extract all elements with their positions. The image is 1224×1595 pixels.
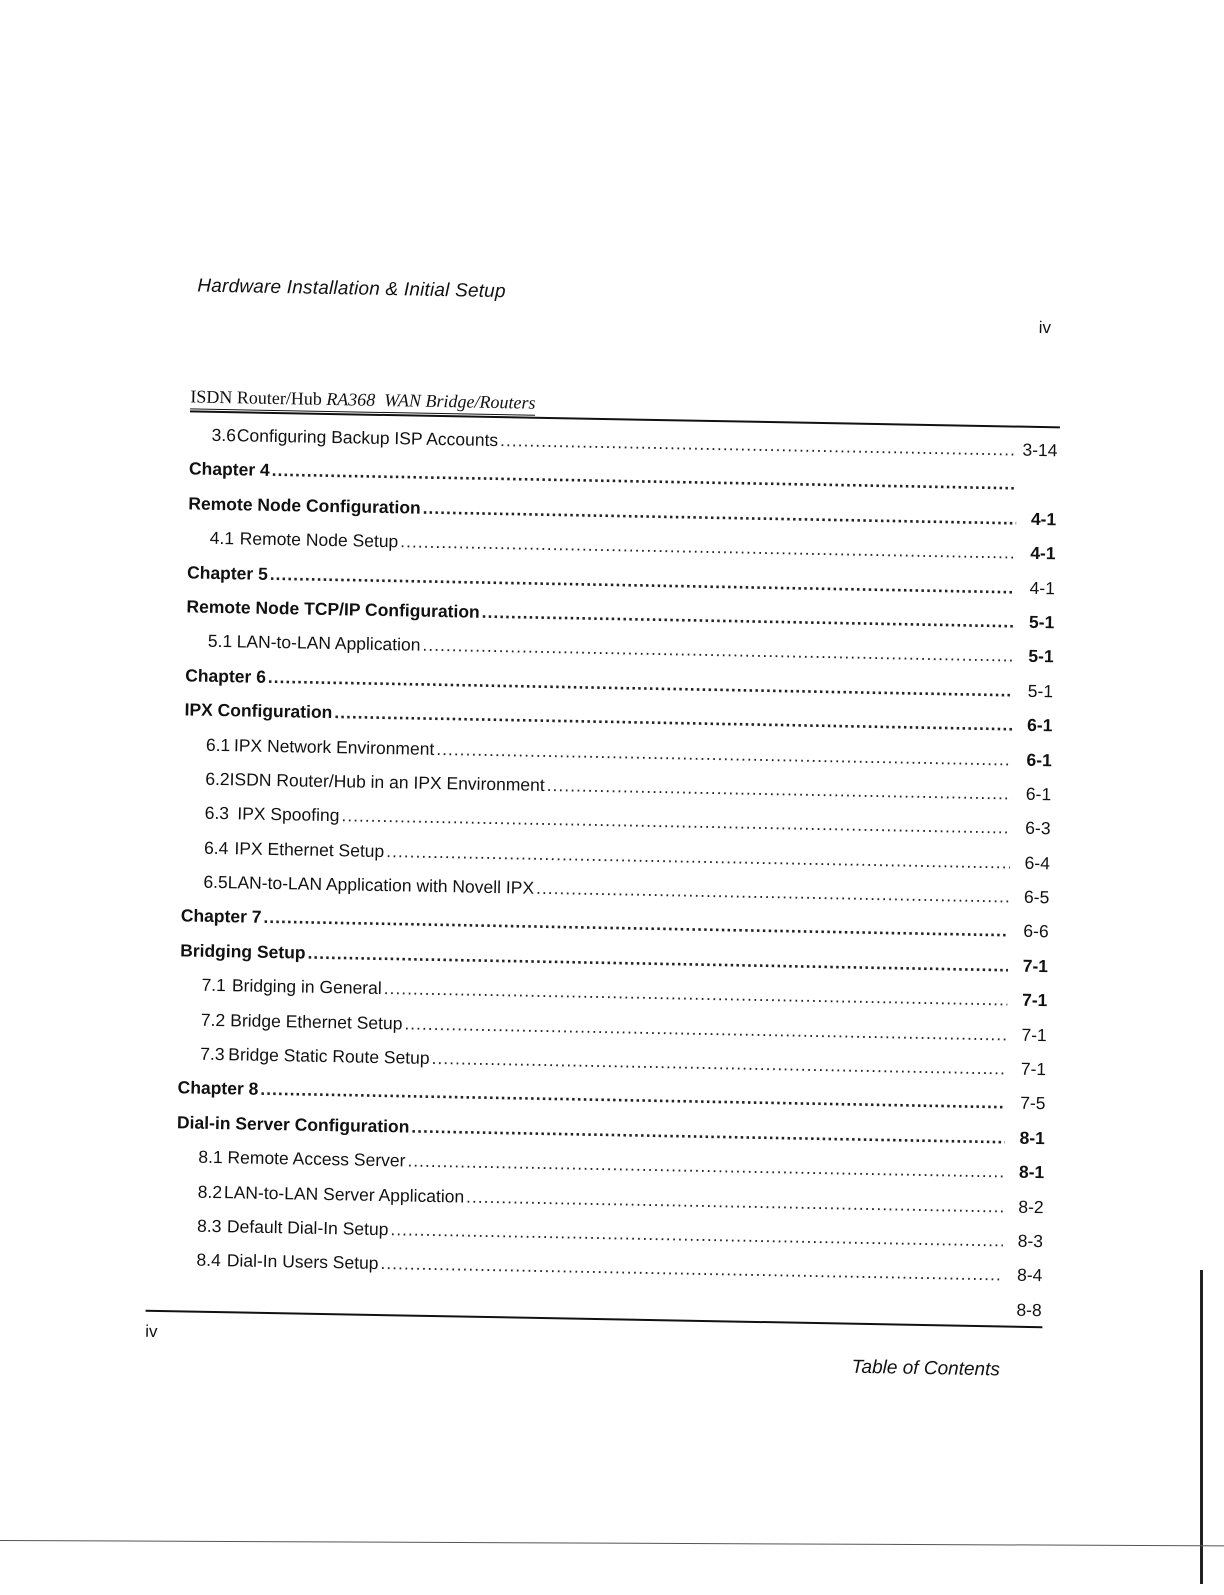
toc-entry-title: IPX Configuration xyxy=(184,699,333,723)
toc-entry-page: 8-1 xyxy=(1019,1127,1046,1149)
toc-entry-number: 8.3 xyxy=(196,1215,222,1237)
toc-entry-page: 7-1 xyxy=(1020,1058,1047,1080)
toc-entry-number: 6.1 xyxy=(205,734,231,755)
toc-entry-title: Chapter 6 xyxy=(185,665,267,687)
toc-entry-page xyxy=(1019,490,1057,491)
toc-entry-title: Configuring Backup ISP Accounts xyxy=(236,425,499,451)
toc-entry-page: 6-1 xyxy=(1026,749,1052,770)
toc-entry-page: 5-1 xyxy=(1028,611,1055,633)
toc-entry-page: 6-5 xyxy=(1023,886,1050,908)
toc-entry-number: 6.2 xyxy=(205,768,230,790)
toc-entry-page: 6-6 xyxy=(1023,921,1049,942)
toc-entry-number: 7.2 xyxy=(200,1009,226,1030)
scan-edge-mark xyxy=(1200,1270,1203,1584)
toc-entry-title: Chapter 5 xyxy=(186,561,268,584)
toc-entry-title: Chapter 4 xyxy=(188,458,270,481)
page-number-top: iv xyxy=(1038,317,1052,338)
toc-entry-number: 7.1 xyxy=(201,974,227,996)
toc-entry-number: 8.4 xyxy=(196,1250,222,1271)
toc-entry-title: Bridging in General xyxy=(231,975,382,999)
toc-entry-page: 7-1 xyxy=(1022,955,1049,977)
toc-entry-page: 4-1 xyxy=(1030,508,1057,530)
toc-entry-number: 3.6 xyxy=(211,424,237,446)
toc-entry-title: IPX Ethernet Setup xyxy=(234,837,385,861)
toc-entry-title: Dial-In Users Setup xyxy=(226,1250,379,1274)
toc-entry-title: Remote Access Server xyxy=(227,1147,406,1171)
toc-entry-page: 8-2 xyxy=(1018,1196,1044,1217)
toc-entry-title: Bridge Ethernet Setup xyxy=(230,1009,403,1034)
toc-entry-title: IPX Network Environment xyxy=(233,734,435,759)
toc-entry-number: 7.3 xyxy=(200,1043,225,1065)
header-model: RA368 xyxy=(326,388,376,410)
toc-entry-title: Chapter 8 xyxy=(177,1077,259,1100)
toc-entry-title: Chapter 7 xyxy=(180,905,262,928)
toc-entry-page: 8-3 xyxy=(1017,1230,1044,1252)
header-subtitle: WAN Bridge/Routers xyxy=(384,389,536,413)
toc-entry-title: ISDN Router/Hub in an IPX Environment xyxy=(229,769,545,795)
toc-entry-page: 6-3 xyxy=(1025,818,1051,839)
toc-entry-page: 7-5 xyxy=(1020,1093,1046,1114)
toc-entry-title: Remote Node Configuration xyxy=(188,493,421,518)
toc-entry-number: 6.3 xyxy=(204,803,230,824)
toc-entry-page: 7-1 xyxy=(1021,1024,1047,1045)
toc-entry-page: 6-1 xyxy=(1026,714,1053,736)
toc-entry-number: 6.4 xyxy=(203,837,229,858)
toc-entry-page: 8-4 xyxy=(1016,1265,1043,1286)
toc-entry-title: Default Dial-In Setup xyxy=(226,1216,389,1240)
toc-entry-number: 5.1 xyxy=(207,631,233,652)
footer-section-title: Table of Contents xyxy=(851,1356,1001,1381)
toc-entry-number: 6.5 xyxy=(203,871,228,893)
toc-entry-page: 4-1 xyxy=(1029,577,1056,598)
toc-entry-title: IPX Spoofing xyxy=(237,803,340,826)
toc-entry-title: LAN-to-LAN Server Application xyxy=(223,1181,465,1207)
footer-page-number: iv xyxy=(145,1321,158,1341)
toc-entry-title: Remote Node TCP/IP Configuration xyxy=(186,596,480,622)
toc-entry-number: 4.1 xyxy=(209,527,235,549)
toc-entry-title: Dial-in Server Configuration xyxy=(176,1112,410,1137)
toc-entry-page: 3-14 xyxy=(1022,439,1058,461)
toc-entry-page: 7-1 xyxy=(1021,990,1048,1011)
toc-entry-title: Bridging Setup xyxy=(179,940,306,963)
toc-entry-page: 5-1 xyxy=(1028,646,1054,667)
toc-entry-page: 4-1 xyxy=(1030,543,1056,564)
toc-entry-number: 8.2 xyxy=(197,1181,223,1202)
toc-entry-title: LAN-to-LAN Application xyxy=(236,631,421,656)
toc-entry-page: 8-1 xyxy=(1018,1161,1045,1183)
toc-entry-title: LAN-to-LAN Application with Novell IPX xyxy=(227,872,535,898)
toc-entry-page: 6-4 xyxy=(1024,852,1051,873)
toc-entry-title: Bridge Static Route Setup xyxy=(228,1044,430,1068)
toc-entry-page: 6-1 xyxy=(1025,783,1052,805)
toc-entry-page: 8-8 xyxy=(1016,1299,1042,1320)
running-title: Hardware Installation & Initial Setup xyxy=(197,275,506,303)
toc-entry-number: 8.1 xyxy=(198,1146,223,1168)
table-of-contents xyxy=(174,417,1058,1327)
toc-entry-page: 5-1 xyxy=(1027,680,1054,702)
header-product: ISDN Router/Hub xyxy=(190,386,327,409)
toc-entry-title: Remote Node Setup xyxy=(239,528,399,552)
